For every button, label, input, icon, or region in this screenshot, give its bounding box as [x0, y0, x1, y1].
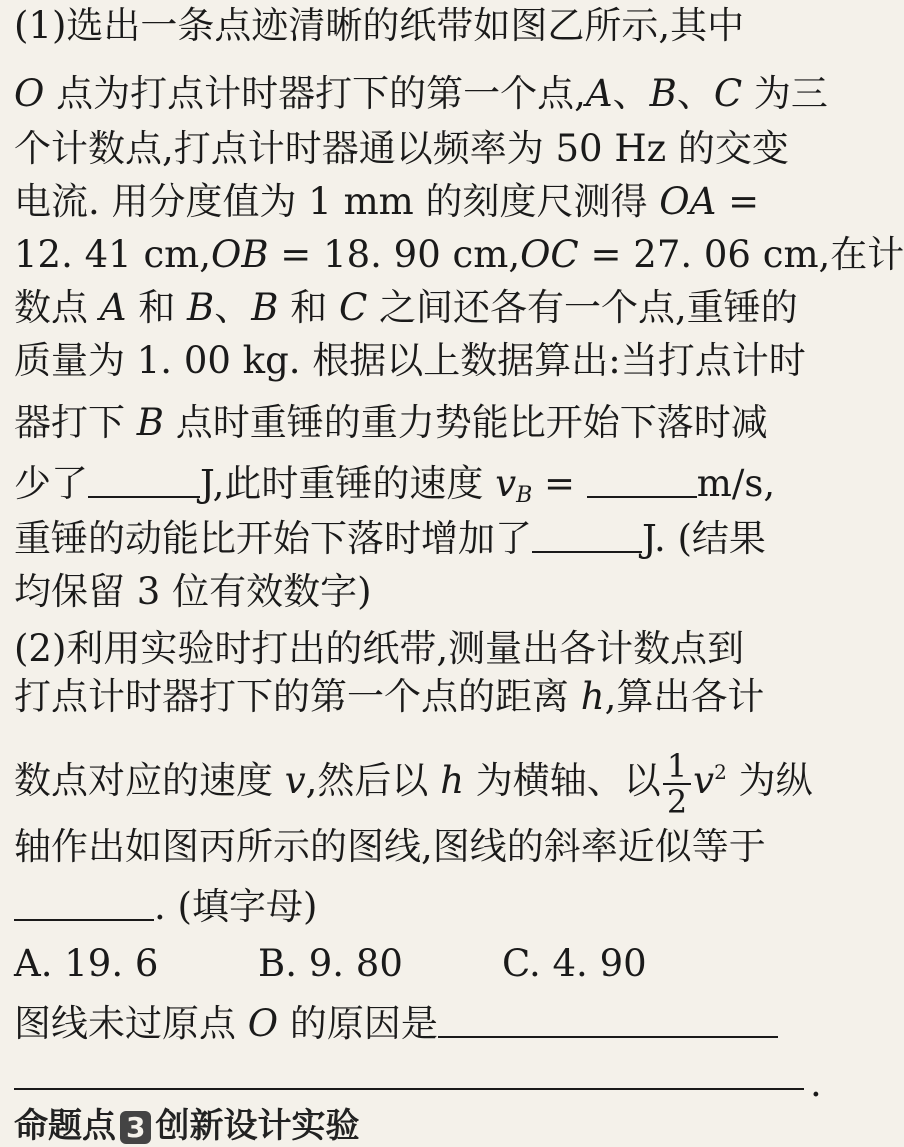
answer-blank-velocity[interactable] — [587, 466, 697, 498]
answer-blank-slope[interactable] — [14, 889, 154, 921]
p1-line-3: 个计数点,打点计时器通以频率为 50 Hz 的交变 — [14, 127, 789, 170]
p1-line-10: 重锤的动能比开始下落时增加了 J. (结果 — [14, 517, 766, 560]
p1-line-9: 少了 J,此时重锤的速度 $v_B = m/s$, — [14, 462, 776, 508]
answer-blank-reason[interactable] — [438, 1006, 778, 1038]
next-section-heading: 命题点 3 创新设计实验 — [14, 1106, 360, 1146]
end-period: . — [810, 1062, 822, 1105]
p1-line-8: 器打下 B 点时重锤的重力势能比开始下落时减 — [14, 401, 768, 444]
p2-line-5: . (填字母) — [14, 883, 317, 931]
option-c[interactable]: C. 4. 90 — [502, 942, 647, 985]
answer-blank-reason-continued[interactable] — [14, 1088, 804, 1090]
option-b[interactable]: B. 9. 80 — [258, 942, 403, 985]
p2-line-6: 图线未过原点 O 的原因是 — [14, 1000, 778, 1048]
option-a[interactable]: A. 19. 6 — [14, 942, 159, 985]
p1-line-11: 均保留 3 位有效数字) — [14, 570, 372, 613]
answer-blank-potential-energy[interactable] — [88, 466, 200, 498]
p2-line-2: 打点计时器打下的第一个点的距离 h,算出各计 — [14, 675, 765, 718]
p2-line-1: (2)利用实验时打出的纸带,测量出各计数点到 — [14, 627, 745, 670]
p1-line-7: 质量为 1. 00 kg. 根据以上数据算出:当打点计时 — [14, 339, 806, 382]
p1-line-4: 电流. 用分度值为 1 mm 的刻度尺测得 OA = — [14, 180, 760, 223]
p1-line-2: O 点为打点计时器打下的第一个点,A、B、C 为三 — [14, 72, 828, 115]
p2-line-4: 轴作出如图丙所示的图线,图线的斜率近似等于 — [14, 825, 766, 868]
p2-line-3: 数点对应的速度 v,然后以 h 为横轴、以 $\frac{1}{2}$ $v^2$ 为纵 — [14, 746, 813, 821]
p1-line-5: 12. 41 cm,OB = 18. 90 cm,OC = 27. 06 cm,在计 — [14, 233, 904, 276]
fraction-one-half: $\frac{1}{2}$ — [663, 749, 691, 819]
p1-line-6: 数点 A 和 B、B 和 C 之间还各有一个点,重锤的 — [14, 286, 798, 329]
answer-blank-kinetic-energy[interactable] — [532, 521, 642, 553]
p1-line-1: (1)选出一条点迹清晰的纸带如图乙所示,其中 — [14, 4, 745, 47]
